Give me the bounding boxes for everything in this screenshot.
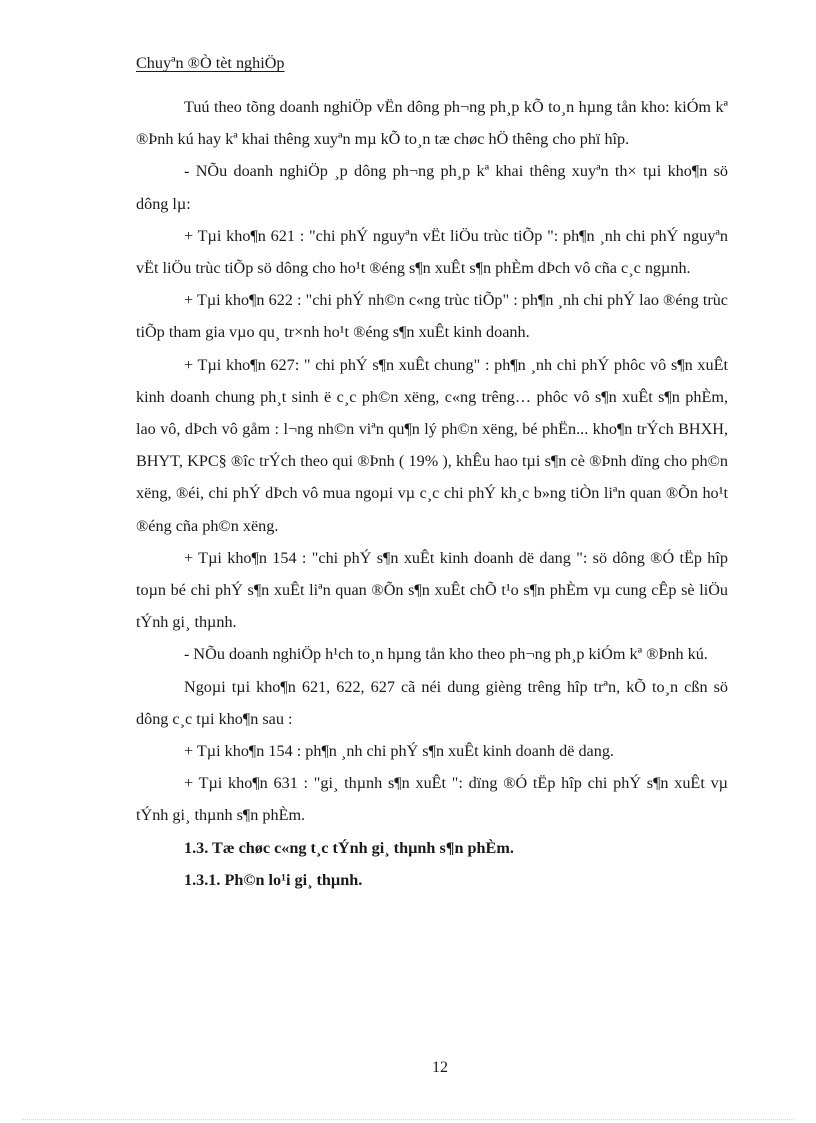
paragraph: + Tµi kho¶n 154 : "chi phÝ s¶n xuÊt kinh doanh dë dang ": sö dông ®Ó tËp hîp toµn bé chi phÝ s¶n xuÊt liªn quan ®Õn s¶n xuÊt chÕ t¹o s¶n phÈm vµ cung cÊp sè liÖu tÝnh gi¸ thµnh. bbox=[136, 548, 728, 632]
page-bottom-border bbox=[22, 1119, 794, 1120]
body-text bbox=[136, 91, 728, 896]
page-header: Chuyªn ®Ò tèt nghiÖp bbox=[136, 54, 285, 72]
paragraph: + Tµi kho¶n 631 : "gi¸ thµnh s¶n xuÊt ": dïng ®Ó tËp hîp chi phÝ s¶n xuÊt vµ tÝnh gi¸ thµnh s¶n phÈm. bbox=[136, 774, 728, 825]
section-heading: 1.3. Tæ chøc c«ng t¸c tÝnh gi¸ thµnh s¶n phÈm. bbox=[184, 838, 514, 857]
paragraph: + Tµi kho¶n 621 : "chi phÝ nguyªn vËt liÖu trùc tiÕp ": ph¶n ¸nh chi phÝ nguyªn vËt liÖu trùc tiÕp sö dông cho ho¹t ®éng s¶n xuÊt s¶n phÈm dÞch vô cña c¸c ngµnh. bbox=[136, 226, 728, 278]
paragraph: Ngoµi tµi kho¶n 621, 622, 627 cã néi dung gièng trêng hîp trªn, kÕ to¸n cßn sö dông c¸c tµi kho¶n sau : bbox=[136, 677, 728, 728]
paragraph: - NÕu doanh nghiÖp ¸p dông ph¬ng ph¸p kª khai thêng xuyªn th× tµi kho¶n sö dông lµ: bbox=[136, 162, 728, 213]
subsection-heading: 1.3.1. Ph©n lo¹i gi¸ thµnh. bbox=[184, 870, 363, 889]
page-number: 12 bbox=[432, 1059, 448, 1076]
paragraph: + Tµi kho¶n 154 : ph¶n ¸nh chi phÝ s¶n xuÊt kinh doanh dë dang. bbox=[184, 742, 614, 761]
paragraph: Tuú theo tõng doanh nghiÖp vËn dông ph¬ng ph¸p kÕ to¸n hµng tån kho: kiÓm kª ®Þnh kú hay kª khai thêng xuyªn mµ kÕ to¸n tæ chøc hÖ thêng cho phï hîp. bbox=[136, 98, 728, 149]
paragraph: - NÕu doanh nghiÖp h¹ch to¸n hµng tån kho theo ph¬ng ph¸p kiÓm kª ®Þnh kú. bbox=[184, 645, 708, 664]
paragraph: + Tµi kho¶n 627: " chi phÝ s¶n xuÊt chung" : ph¶n ¸nh chi phÝ phôc vô s¶n xuÊt kinh doanh chung ph¸t sinh ë c¸c ph©n xëng, c«ng trêng… phôc vô s¶n xuÊt s¶n phÈm, lao vô, dÞch vô gåm : l¬ng nh©n viªn qu¶n lý ph©n xëng, bé phËn... kho¶n trÝch BHXH, BHYT, KPC§ ®îc trÝch theo qui ®Þnh ( 19% ), khÊu hao tµi s¶n cè ®Þnh dïng cho ph©n xëng, ®éi, chi phÝ dÞch vô mua ngoµi vµ c¸c chi phÝ kh¸c b»ng tiÒn liªn quan ®Õn ho¹t ®éng cña ph©n xëng. bbox=[136, 355, 728, 535]
paragraph: + Tµi kho¶n 622 : "chi phÝ nh©n c«ng trùc tiÕp" : ph¶n ¸nh chi phÝ lao ®éng trùc tiÕp tham gia vµo qu¸ tr×nh ho¹t ®éng s¶n xuÊt kinh doanh. bbox=[136, 291, 728, 342]
